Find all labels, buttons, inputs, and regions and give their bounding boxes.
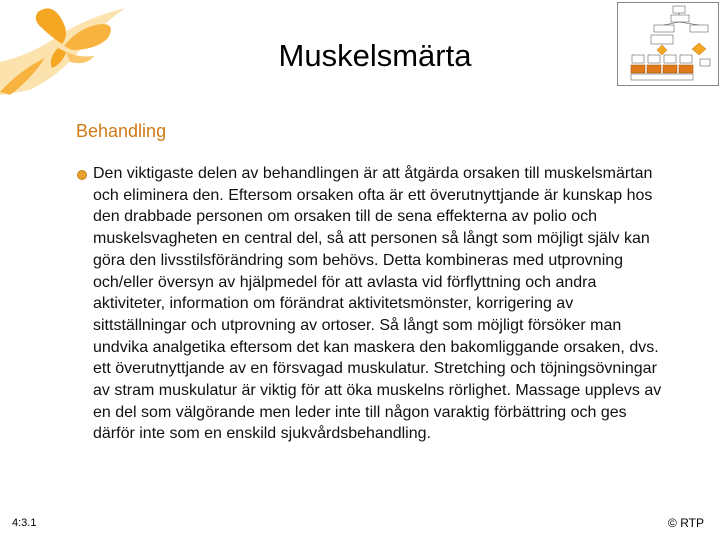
body-paragraph: Den viktigaste delen av behandlingen är att åtgärda orsaken till muskelsmärtan och eliminera den. Eftersom orsaken ofta är ett överutnyttjande är kunskap hos den drabbade personen om orsaken till de sena effekterna av polio och muskelsvagheten en central del, så att personen så långt som möjligt själv kan göra den livsstilsförändring som behövs. Detta kombineras med utprovning och/eller översyn av hjälpmedel för att avlasta vid förflyttning och andra aktiviteter, information om förändrat aktivitetsmönster, korrigering av sittställningar och utprovning av ortoser. Så långt som möjligt försöker man undvika analgetika eftersom det kan maskera den bakomliggande orsaken, dvs. ett överutnyttjande av en försvagad muskulatur. Stretching och töjningsövningar av stram muskulatur är viktig för att öka muskelns rörlighet. Massage upplevs av en del som välgörande men leder inte till någon varaktig förbättring och ges därför inte som en enskild sjukvårdsbehandling. xyxy=(93,165,662,443)
butterfly-logo-icon xyxy=(0,0,135,95)
bullet-dot-icon xyxy=(77,170,87,180)
flowchart-thumbnail-icon xyxy=(617,2,719,86)
copyright-notice: © RTP xyxy=(668,516,704,530)
page-title: Muskelsmärta xyxy=(278,38,472,73)
section-heading: Behandling xyxy=(76,121,167,141)
slide-number: 4:3.1 xyxy=(12,517,37,529)
